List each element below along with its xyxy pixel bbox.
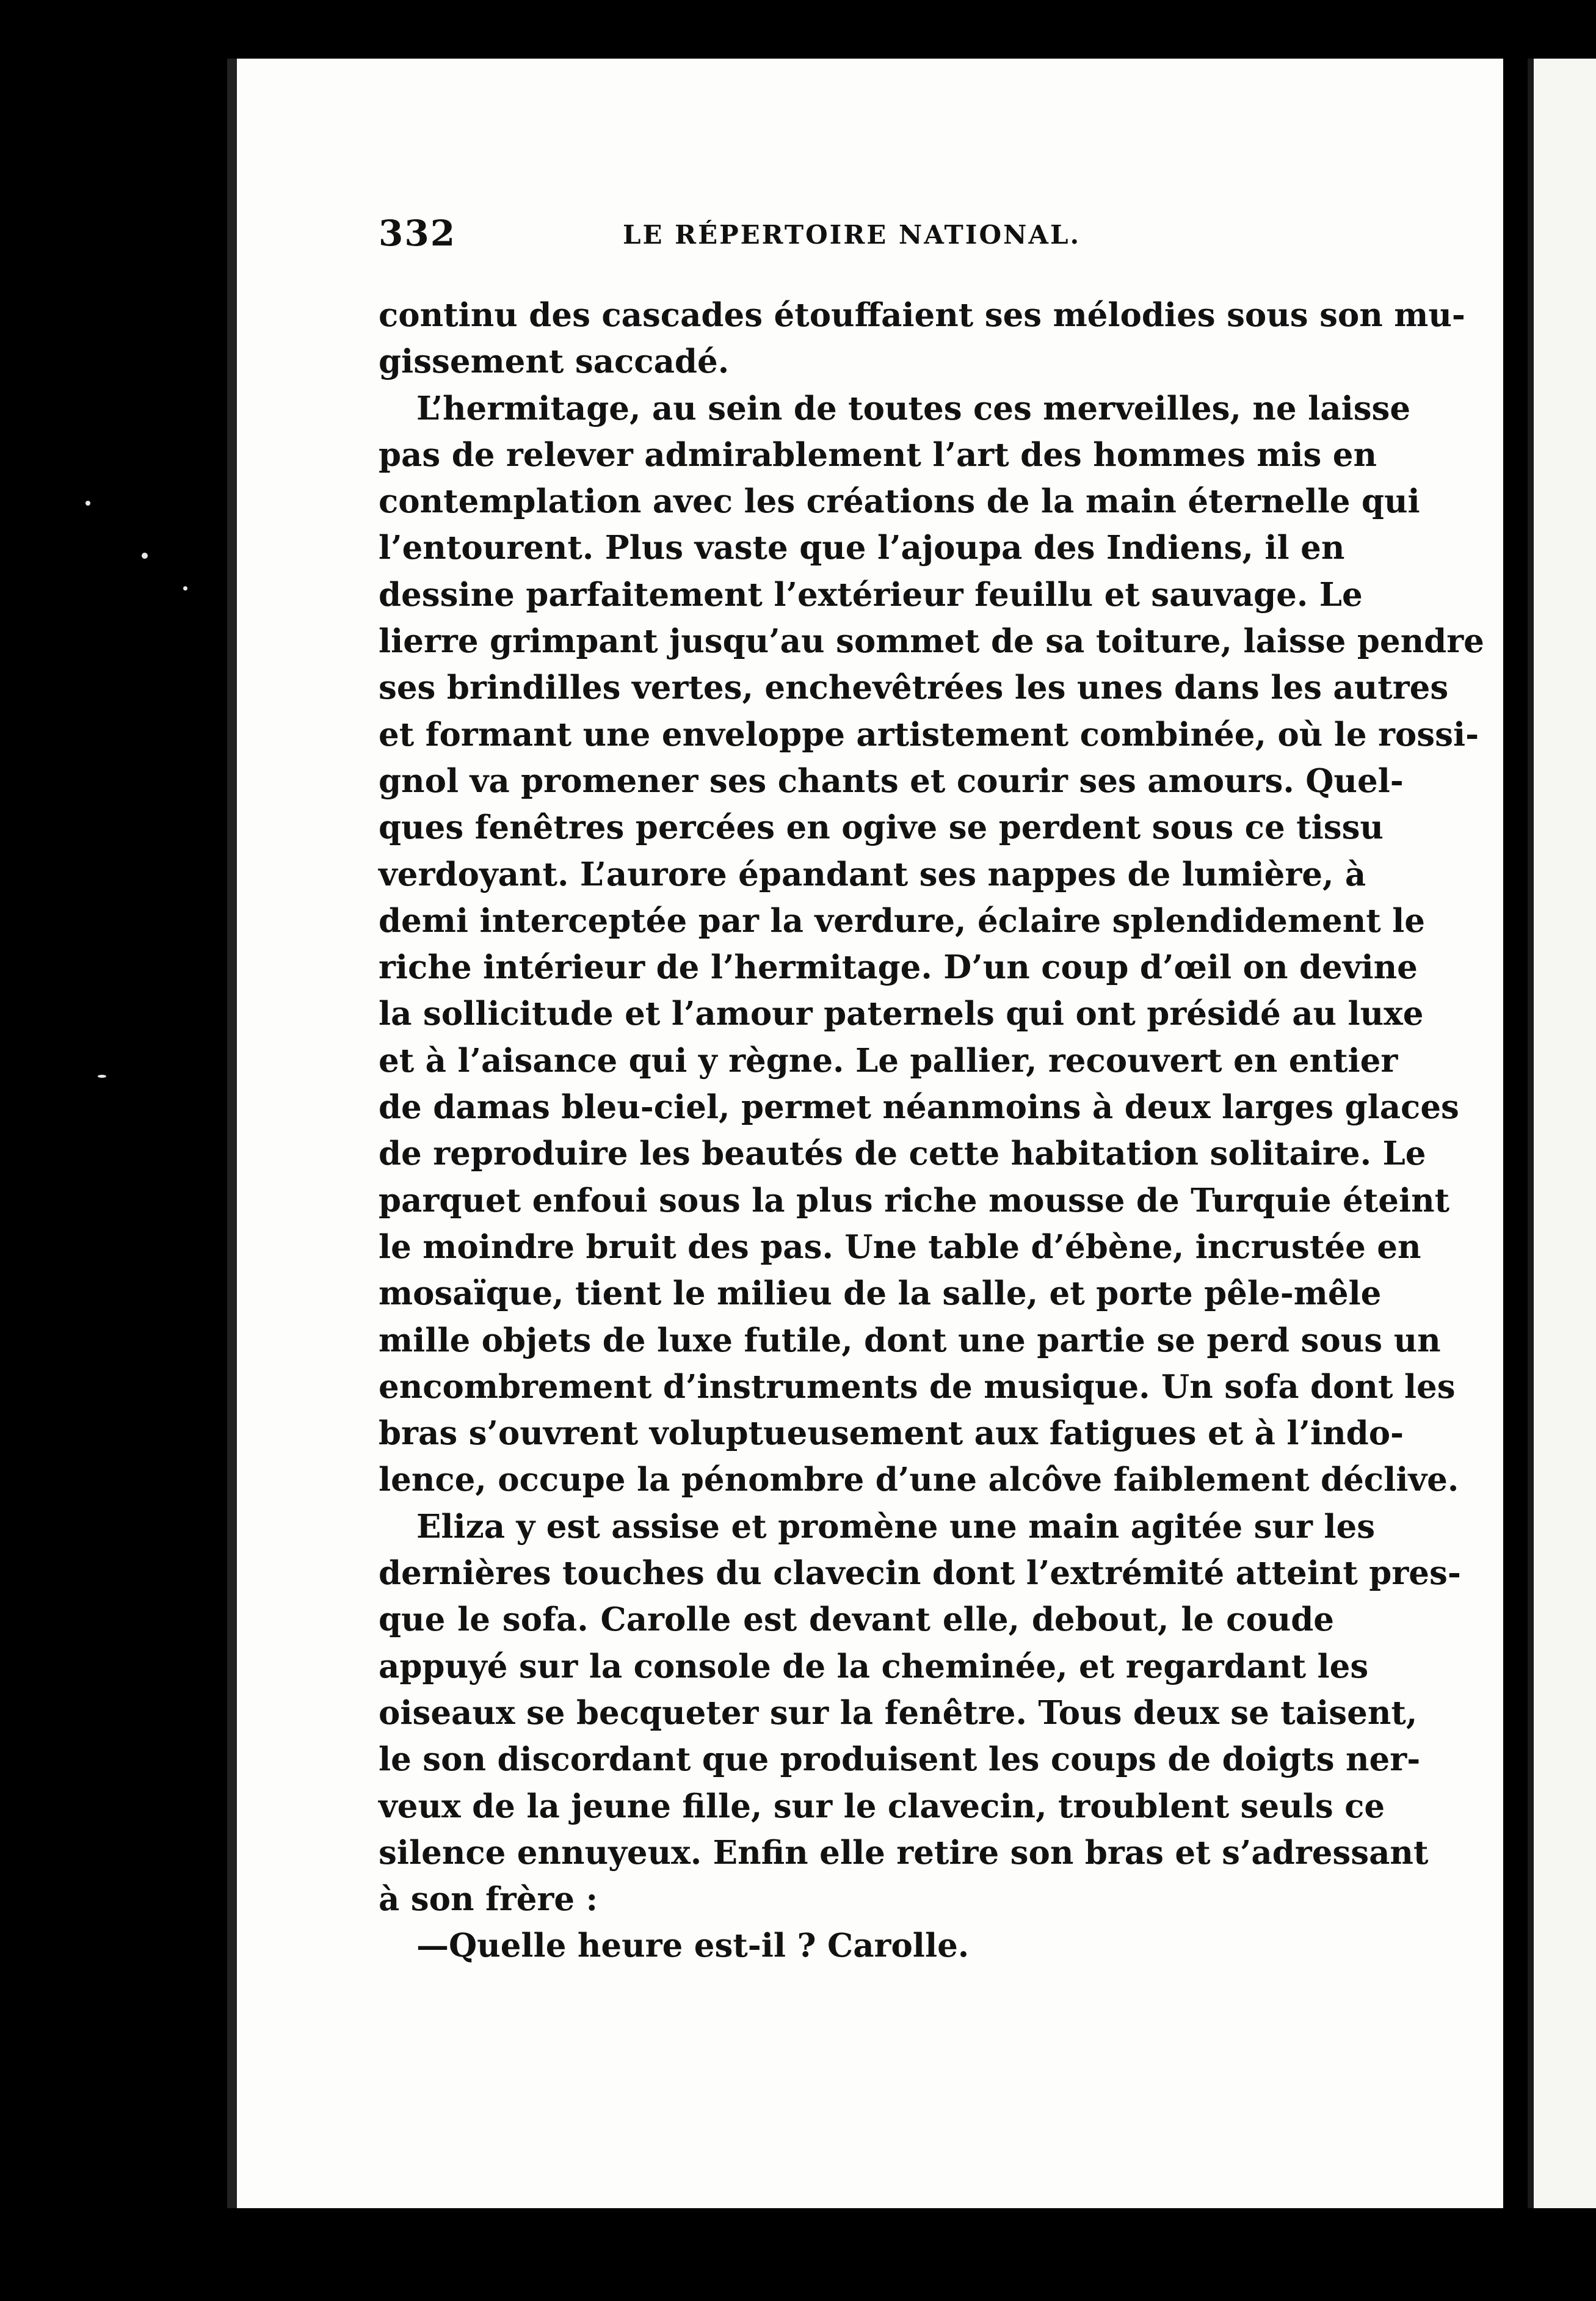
text-line: L’hermitage, au sein de toutes ces merveilles, ne laisse <box>416 389 1411 427</box>
text-line: à son frère : <box>379 1880 598 1919</box>
text-line: ques fenêtres percées en ogive se perdent sous ce tissu <box>379 809 1384 847</box>
text-line: gnol va promener ses chants et courir ses amours. Quel- <box>379 762 1404 800</box>
text-line: lence, occupe la pénombre d’une alcôve faiblement déclive. <box>379 1461 1459 1499</box>
text-line: de damas bleu-ciel, permet néanmoins à deux larges glaces <box>379 1088 1459 1127</box>
text-line: dernières touches du clavecin dont l’extrémité atteint pres- <box>379 1554 1461 1593</box>
running-head-title: LE RÉPERTOIRE NATIONAL. <box>623 220 1081 250</box>
text-line: la sollicitude et l’amour paternels qui ont présidé au luxe <box>379 995 1424 1033</box>
text-line: et à l’aisance qui y règne. Le pallier, recouvert en entier <box>379 1041 1398 1080</box>
adjacent-page-edge <box>1528 59 1596 2208</box>
text-line: dessine parfaitement l’extérieur feuillu et sauvage. Le <box>379 575 1363 614</box>
text-line: veux de la jeune fille, sur le clavecin, troublent seuls ce <box>379 1787 1385 1825</box>
text-line: parquet enfoui sous la plus riche mousse de Turquie éteint <box>379 1181 1450 1220</box>
text-line: contemplation avec les créations de la main éternelle qui <box>379 482 1420 521</box>
page-number: 332 <box>379 213 457 254</box>
text-line: appuyé sur la console de la cheminée, et regardant les <box>379 1647 1369 1685</box>
text-line: oiseaux se becqueter sur la fenêtre. Tous deux se taisent, <box>379 1693 1418 1732</box>
text-line: encombrement d’instruments de musique. Un sofa dont les <box>379 1367 1456 1406</box>
text-line: pas de relever admirablement l’art des hommes mis en <box>379 435 1377 474</box>
scan-speck <box>142 553 148 559</box>
running-head <box>379 213 1343 267</box>
text-line: ses brindilles vertes, enchevêtrées les unes dans les autres <box>379 669 1449 707</box>
scan-speck <box>98 1075 106 1078</box>
text-line: riche intérieur de l’hermitage. D’un coup d’œil on devine <box>379 948 1418 987</box>
text-line: et formant une enveloppe artistement combinée, où le rossi- <box>379 715 1479 754</box>
text-line: de reproduire les beautés de cette habitation solitaire. Le <box>379 1135 1426 1173</box>
text-line: bras s’ouvrent voluptueusement aux fatigues et à l’indo- <box>379 1414 1404 1453</box>
text-line: le moindre bruit des pas. Une table d’ébène, incrustée en <box>379 1227 1421 1266</box>
text-line: mosaïque, tient le milieu de la salle, et porte pêle-mêle <box>379 1274 1382 1313</box>
text-line: —Quelle heure est-il ? Carolle. <box>416 1927 970 1965</box>
scan-speck <box>183 586 187 591</box>
body-text <box>379 292 1484 1969</box>
text-line: lierre grimpant jusqu’au sommet de sa toiture, laisse pendre <box>379 622 1484 661</box>
text-line: l’entourent. Plus vaste que l’ajoupa des Indiens, il en <box>379 529 1345 567</box>
text-line: que le sofa. Carolle est devant elle, debout, le coude <box>379 1601 1334 1639</box>
text-line: mille objets de luxe futile, dont une partie se perd sous un <box>379 1321 1441 1359</box>
text-line: demi interceptée par la verdure, éclaire splendidement le <box>379 901 1426 940</box>
text-line: Eliza y est assise et promène une main agitée sur les <box>416 1507 1376 1546</box>
scan-speck <box>85 501 90 506</box>
text-line: verdoyant. L’aurore épandant ses nappes de lumière, à <box>379 855 1366 893</box>
text-line: continu des cascades étouffaient ses mélodies sous son mu- <box>379 296 1465 334</box>
text-line: silence ennuyeux. Enfin elle retire son bras et s’adressant <box>379 1833 1429 1872</box>
text-line: le son discordant que produisent les coups de doigts ner- <box>379 1740 1421 1779</box>
text-line: gissement saccadé. <box>379 343 730 381</box>
